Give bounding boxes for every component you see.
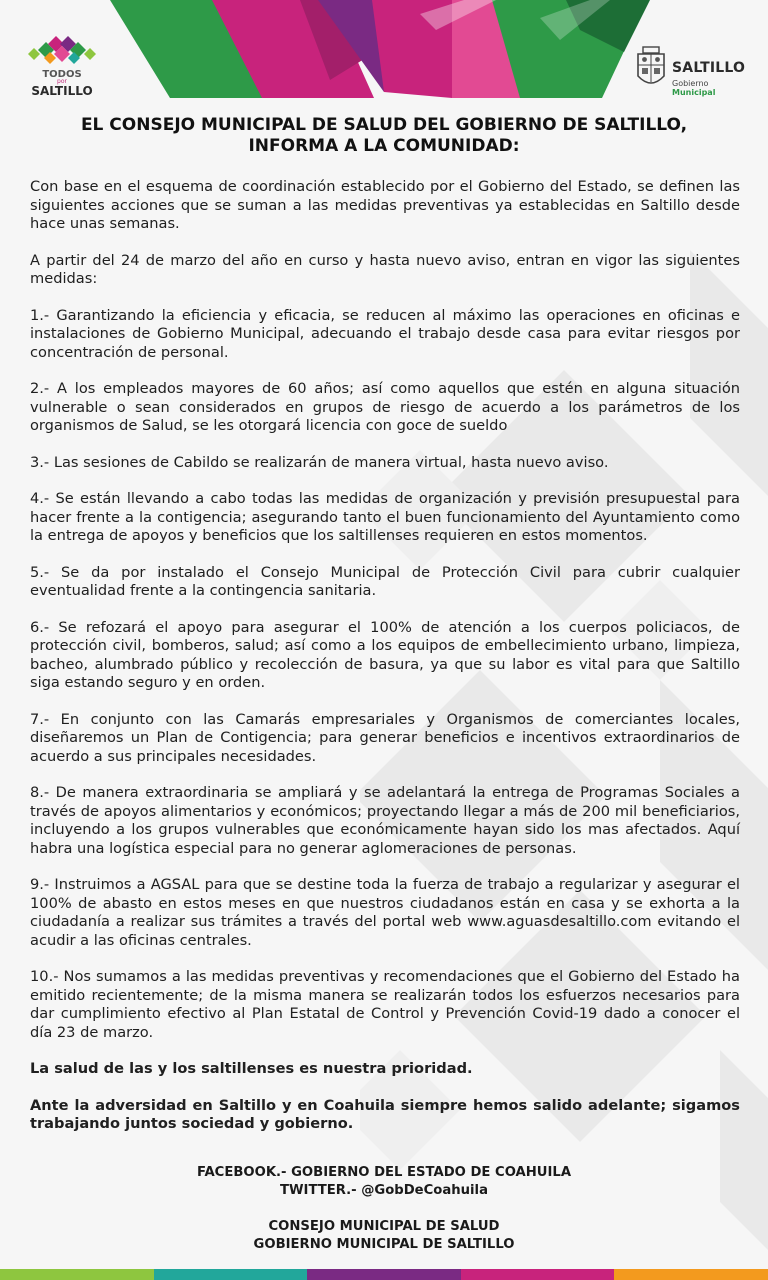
title-line-1: EL CONSEJO MUNICIPAL DE SALUD DEL GOBIERNO DE SALTILLO, [80, 115, 688, 135]
saltillo-gobierno-municipal-logo [634, 44, 746, 96]
measure-2: 2.- A los empleados mayores de 60 años; así como aquellos que estén en alguna situación vulnerable o sean considerados en grupos de riesgo de acuerdo a los parámetros de los organismos de Salud, se les otorgará licencia con goce de sueldo [30, 380, 740, 434]
measure-6: 6.- Se refozará el apoyo para asegurar el 100% de atención a los cuerpos policiacos, de protección civil, bomberos, salud; así como a los equipos de embellecimiento urbano, limpieza, bacheo, alumbrado público y recolección de basura, ya que su labor es vital para que Saltillo siga estando seguro y en orden. [30, 618, 740, 691]
paragraph-intro: Con base en el esquema de coordinación establecido por el Gobierno del Estado, se definen las siguientes acciones que se suman a las medidas preventivas ya establecidas en Saltillo desde hace unas semanas. [30, 178, 740, 232]
logo-diamond-mosaic-icon [24, 32, 100, 68]
announcement-body [30, 178, 740, 1152]
logo-text-todos: TODOS [42, 69, 82, 80]
footer-facebook: FACEBOOK.- GOBIERNO DEL ESTADO DE COAHUILA [196, 1165, 572, 1180]
stripe-lime [0, 1269, 154, 1280]
measure-3: 3.- Las sesiones de Cabildo se realizarán de manera virtual, hasta nuevo aviso. [30, 453, 609, 471]
measure-10: 10.- Nos sumamos a las medidas preventivas y recomendaciones que el Gobierno del Estado ha emitido recientemente; de la misma manera se realizarán todos los esfuerzos necesarios para dar cumplimiento efectivo al Plan Estatal de Control y Prevención Covid-19 dado a conocer el día 23 de marzo. [30, 968, 740, 1041]
measure-7: 7.- En conjunto con las Camarás empresariales y Organismos de comerciantes locales, diseñaremos un Plan de Contigencia; para generar beneficios e incentivos extraordinarios de acuerdo a sus principales necesidades. [30, 710, 740, 765]
measure-9: 9.- Instruimos a AGSAL para que se destine toda la fuerza de trabajo a regularizar y asegurar el 100% de abasto en estos meses en que nuestros ciudadanos están en casa y se exhorta a la ciudadanía a realizar sus trámites a través del portal web www.aguasdesaltillo.com evitando el acudir a las oficinas centrales. [30, 876, 740, 949]
measure-5: 5.- Se da por instalado el Consejo Municipal de Protección Civil para cubrir cualquier eventualidad frente a la contingencia sanitaria. [30, 563, 740, 599]
measure-4: 4.- Se están llevando a cabo todas las medidas de organización y previsión presupuestal para hacer frente a la contigencia; asegurando tanto el buen funcionamiento del Ayuntamiento como la entrega de apoyos y beneficios que los saltillenses requieren en estos momentos. [30, 490, 740, 544]
logo-text-gobierno-municipal: Gobierno Municipal [672, 79, 716, 97]
closing-message: Ante la adversidad en Saltillo y en Coahuila siempre hemos salido adelante; sigamos trabajando juntos sociedad y gobierno. [30, 1096, 740, 1132]
title-line-2: INFORMA A LA COMUNIDAD: [248, 136, 520, 156]
logo-text-por: por [57, 78, 67, 85]
logo-text-saltillo: SALTILLO [31, 84, 93, 98]
stripe-orange [614, 1269, 768, 1280]
stripe-purple [307, 1269, 461, 1280]
footer-org-line-1: CONSEJO MUNICIPAL DE SALUD [268, 1219, 500, 1234]
measure-1: 1.- Garantizando la eficiencia y eficacia, se reducen al máximo las operaciones en oficinas e instalaciones de Gobierno Municipal, adecuando el trabajo desde casa para evitar riesgos por concentración de personal. [30, 306, 740, 361]
todos-por-saltillo-logo [24, 32, 100, 98]
closing-priority: La salud de las y los saltillenses es nuestra prioridad. [30, 1060, 473, 1077]
footer-twitter: TWITTER.- @GobDeCoahuila [280, 1183, 488, 1198]
paragraph-effective-date: A partir del 24 de marzo del año en curso y hasta nuevo aviso, entran en vigor las siguientes medidas: [30, 251, 740, 287]
footer-contacts [0, 1164, 768, 1254]
measure-8: 8.- De manera extraordinaria se ampliará y se adelantará la entrega de Programas Sociales a través de apoyos alimentarios y económicos; proyectando llegar a más de 200 mil beneficiarios, incluyendo a los grupos vulnerables que económicamente hayan sido los mas afectados. Aquí habra una logística especial para no generar aglomeraciones de personas. [30, 784, 740, 857]
bottom-color-stripes [0, 1269, 768, 1280]
stripe-teal [154, 1269, 308, 1280]
page-title [30, 115, 738, 157]
logo-text-saltillo-right: SALTILLO [672, 60, 746, 76]
coat-of-arms-icon [634, 44, 668, 94]
footer-org-line-2: GOBIERNO MUNICIPAL DE SALTILLO [253, 1237, 515, 1252]
stripe-magenta [461, 1269, 615, 1280]
